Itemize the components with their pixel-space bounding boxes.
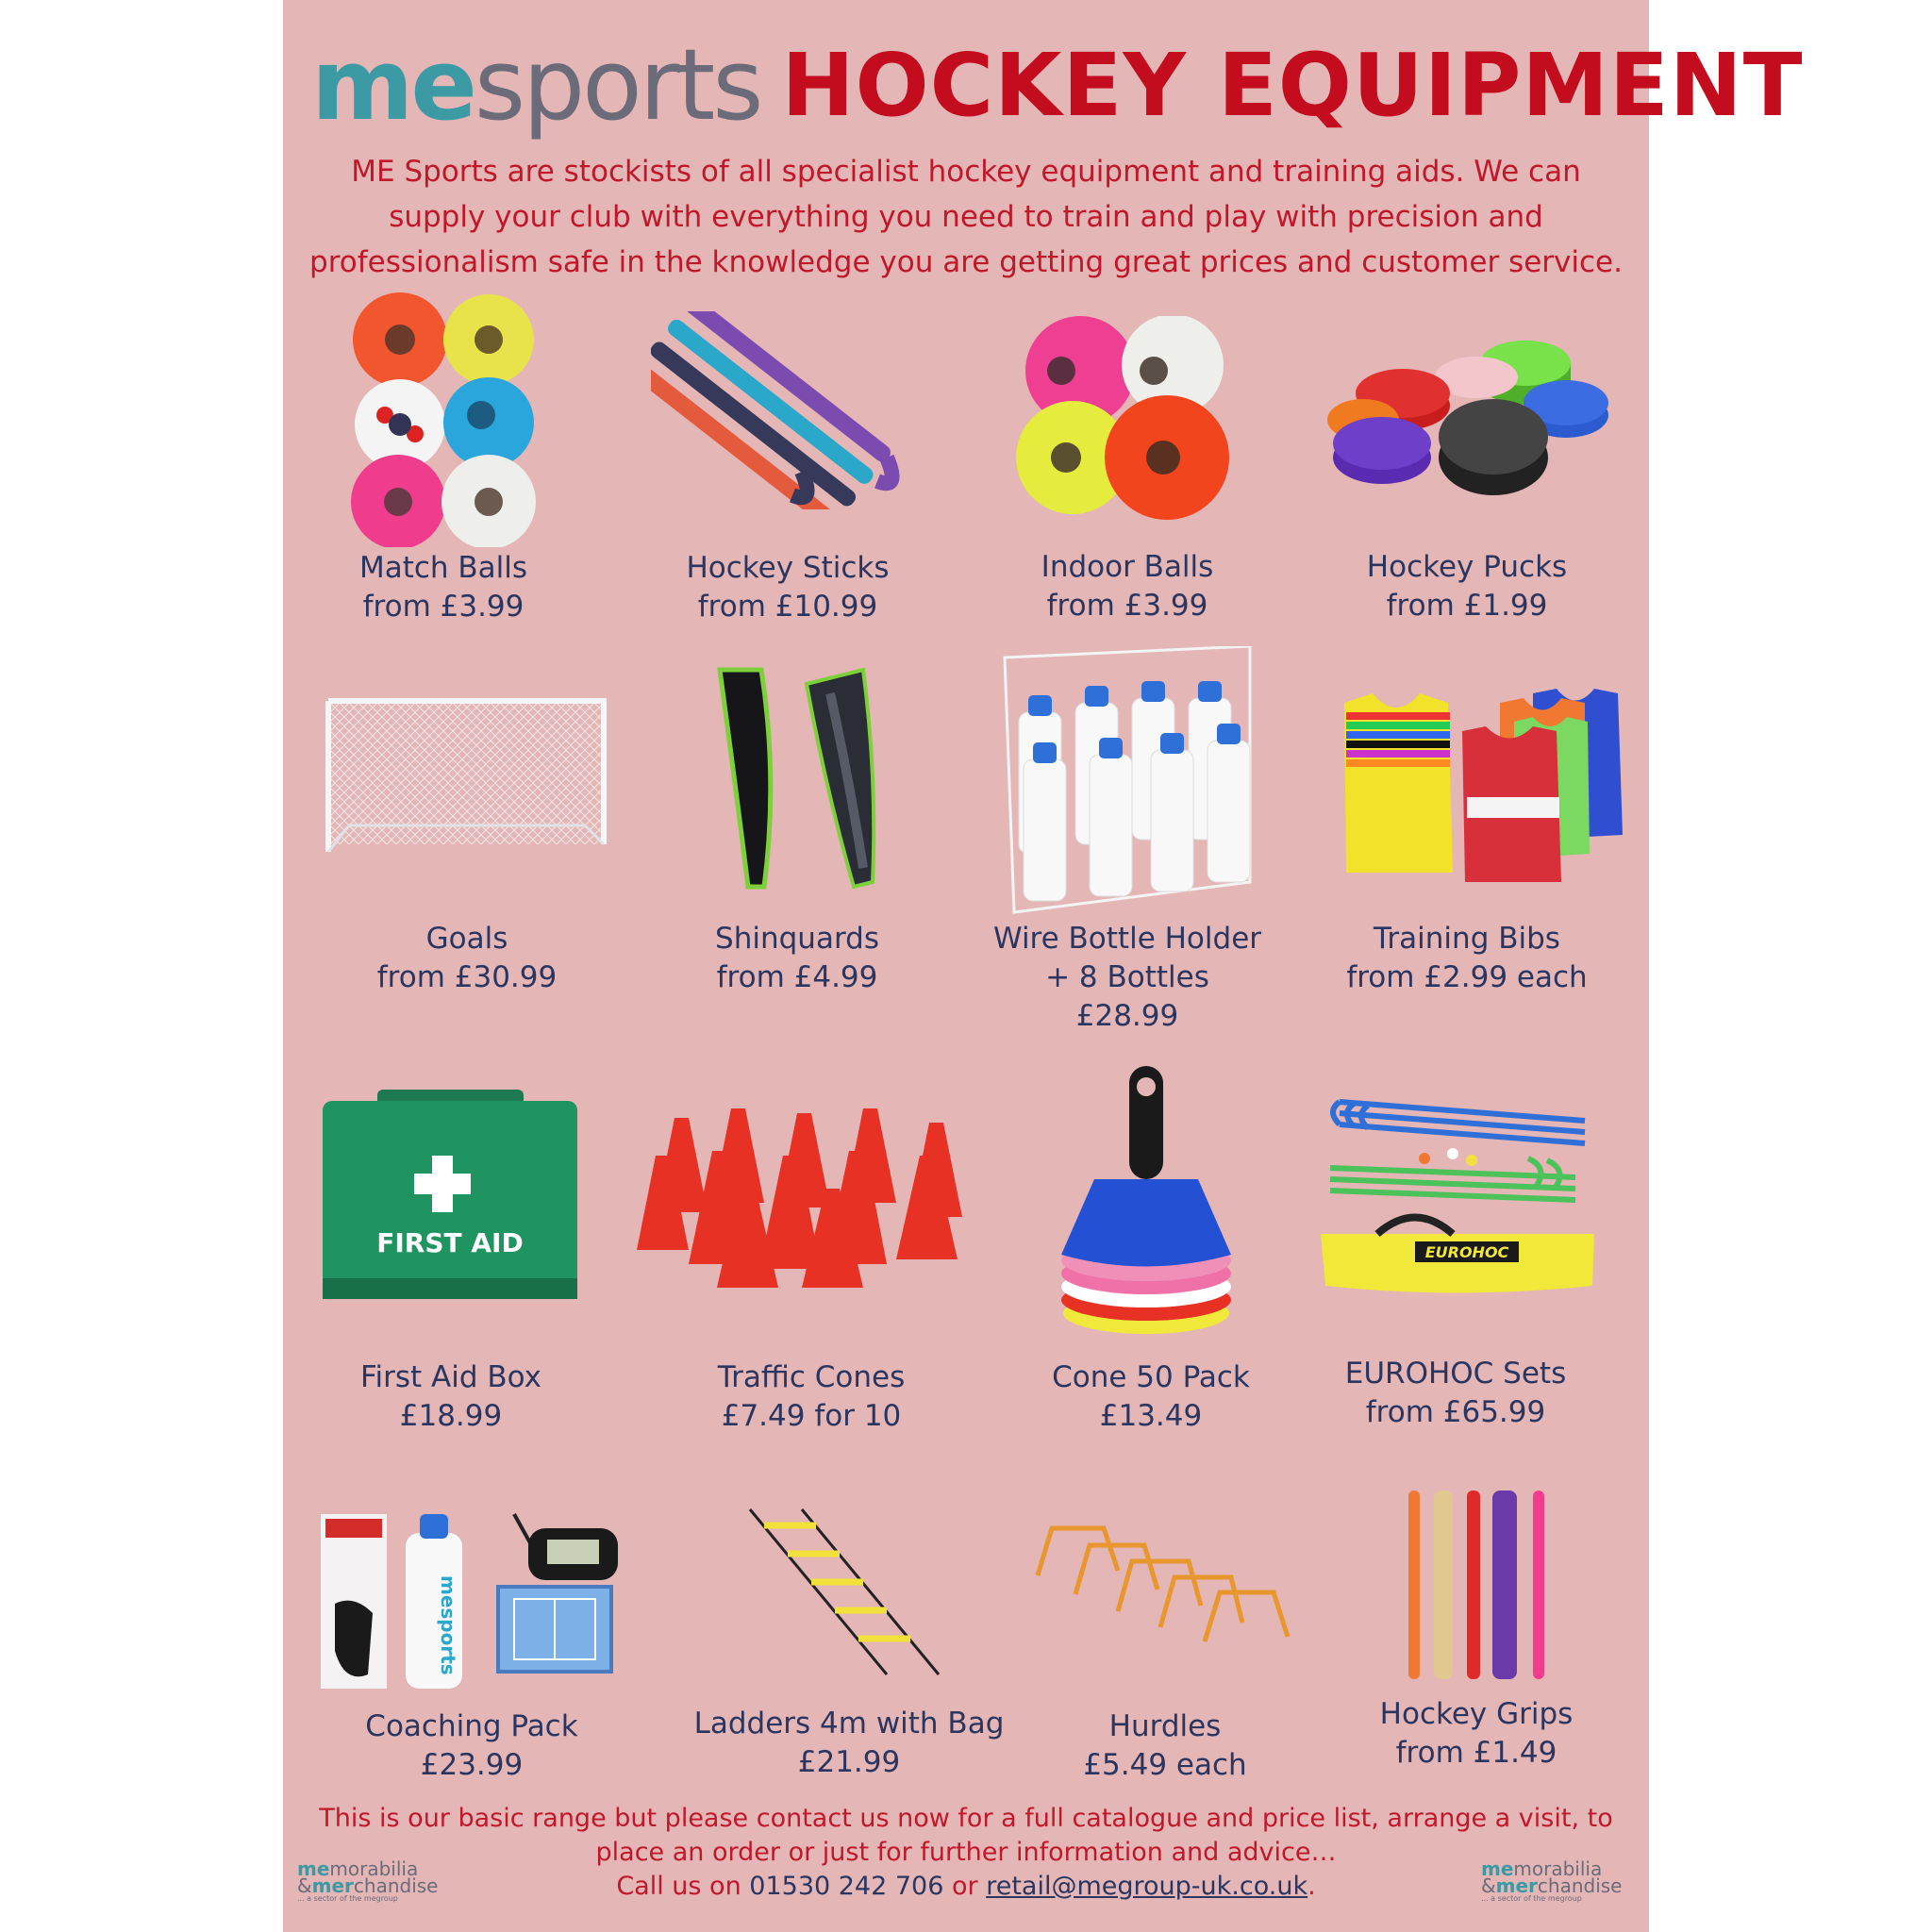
end-punctuation: . (1307, 1872, 1316, 1901)
hurdles-icon (1033, 1519, 1292, 1646)
product-name: Hockey Grips (1379, 1697, 1574, 1731)
product-label (689, 1705, 1009, 1782)
product-price: £28.99 (1075, 999, 1179, 1033)
product-name: Training Bibs (1374, 922, 1560, 956)
goal-icon (321, 693, 613, 854)
shinguards-icon (712, 665, 882, 891)
logo-text-part: chandise (353, 1874, 439, 1897)
product-label (1009, 1358, 1292, 1436)
logo-me-part: me (297, 1857, 330, 1880)
product-price: from £2.99 each (1346, 960, 1588, 994)
logo-me-part: mer (1495, 1874, 1538, 1897)
product-label (986, 920, 1269, 1036)
logo-me-part: me (1481, 1857, 1514, 1880)
product-label (309, 1358, 592, 1436)
logo-text-part: morabilia (329, 1857, 419, 1880)
product-price: £23.99 (420, 1748, 524, 1782)
product-name: Shinquards (715, 922, 879, 956)
product-label (325, 920, 608, 997)
product-price: from £1.49 (1395, 1736, 1557, 1770)
product-label (670, 1358, 953, 1436)
hockey-pucks-icon (1325, 325, 1608, 514)
product-label (1325, 920, 1608, 997)
product-label (321, 1707, 623, 1785)
training-bibs-icon (1335, 684, 1637, 891)
product-label (1335, 1695, 1618, 1773)
product-name: Match Balls (358, 551, 528, 585)
product-name: EUROHOC Sets (1344, 1357, 1567, 1391)
product-price: £7.49 for 10 (721, 1399, 902, 1433)
indoor-balls-icon (1014, 316, 1241, 524)
product-name: Hockey Pucks (1366, 550, 1568, 584)
intro-line: ME Sports are stockists of all specialist hockey equipment and training aids. We can (351, 155, 1581, 189)
product-name: Indoor Balls (1041, 550, 1214, 584)
logo-text-part: chandise (1537, 1874, 1623, 1897)
coaching-pack-bottle-text: mesports (437, 1575, 459, 1675)
product-name: Hurdles (1108, 1709, 1222, 1743)
first-aid-box-text: FIRST AID (376, 1227, 524, 1258)
product-label (656, 920, 939, 997)
product-price: from £3.99 (1046, 589, 1208, 623)
header (311, 27, 1804, 142)
intro-line: professionalism safe in the knowledge you are getting great prices and customer service. (309, 245, 1623, 279)
product-name: Ladders 4m with Bag (693, 1707, 1005, 1740)
product-price: from £3.99 (362, 590, 525, 624)
coaching-pack-icon (321, 1509, 623, 1693)
eurohoc-bag-text: EUROHOC (1424, 1243, 1509, 1261)
product-name: Hockey Sticks (686, 551, 890, 585)
product-name: Wire Bottle Holder (992, 922, 1262, 956)
footer-line: place an order or just for further information and advice… (595, 1838, 1337, 1867)
product-name: First Aid Box (359, 1360, 542, 1394)
logo-tagline: ... a sector of the megroup (297, 1894, 398, 1903)
traffic-cones-icon (637, 1099, 986, 1288)
product-name: Coaching Pack (365, 1709, 578, 1743)
product-name: Cone 50 Pack (1052, 1360, 1250, 1394)
poster (283, 0, 1804, 1932)
product-price: £5.49 each (1083, 1748, 1247, 1782)
memorabilia-logo-right (1481, 1857, 1623, 1913)
product-label (302, 549, 585, 626)
hockey-sticks-icon (651, 311, 924, 509)
product-label (1024, 1707, 1307, 1785)
email-link[interactable]: retail@megroup-uk.co.uk (986, 1872, 1308, 1901)
phone-number[interactable]: 01530 242 706 (749, 1872, 944, 1901)
page-title: HOCKEY EQUIPMENT (781, 34, 1804, 136)
match-balls-icon (349, 292, 538, 547)
product-name: Goals (425, 922, 508, 956)
intro-line: supply your club with everything you need to train and play with precision and (389, 200, 1543, 234)
product-label (986, 548, 1269, 625)
contact-line (302, 1870, 1630, 1904)
product-price: from £4.99 (716, 960, 878, 994)
or-text: or (943, 1872, 987, 1901)
product-price: from £65.99 (1365, 1395, 1546, 1429)
bottle-holder-icon (995, 646, 1259, 915)
footer-line: This is our basic range but please contact us now for a full catalogue and price list, arrange a visit, to (319, 1804, 1613, 1833)
product-price: £13.49 (1099, 1399, 1203, 1433)
agility-ladder-icon (745, 1505, 943, 1679)
product-label (1325, 548, 1608, 625)
product-name: Traffic Cones (717, 1360, 906, 1394)
memorabilia-logo-left (297, 1857, 439, 1913)
product-label (1314, 1355, 1597, 1432)
eurohoc-set-icon (1321, 1092, 1594, 1305)
logo-sports: sports (474, 27, 761, 142)
logo-tagline: ... a sector of the megroup (1481, 1894, 1582, 1903)
footer (302, 1802, 1630, 1904)
product-price: from £1.99 (1386, 589, 1548, 623)
product-name-line2: + 8 Bottles (1045, 960, 1209, 994)
call-prefix: Call us on (616, 1872, 750, 1901)
logo-me-part: mer (311, 1874, 354, 1897)
logo-amp: & (1481, 1874, 1496, 1897)
cone-pack-icon (1052, 1066, 1241, 1335)
product-price: £18.99 (399, 1399, 503, 1433)
logo-me: me (311, 27, 475, 142)
hockey-grips-icon (1401, 1486, 1552, 1684)
product-price: from £10.99 (697, 590, 878, 624)
intro-text (302, 149, 1630, 285)
logo-amp: & (297, 1874, 312, 1897)
product-label (646, 549, 929, 626)
product-price: from £30.99 (376, 960, 558, 994)
logo-text-part: morabilia (1513, 1857, 1603, 1880)
first-aid-box-icon (321, 1090, 580, 1302)
product-price: £21.99 (797, 1745, 901, 1779)
